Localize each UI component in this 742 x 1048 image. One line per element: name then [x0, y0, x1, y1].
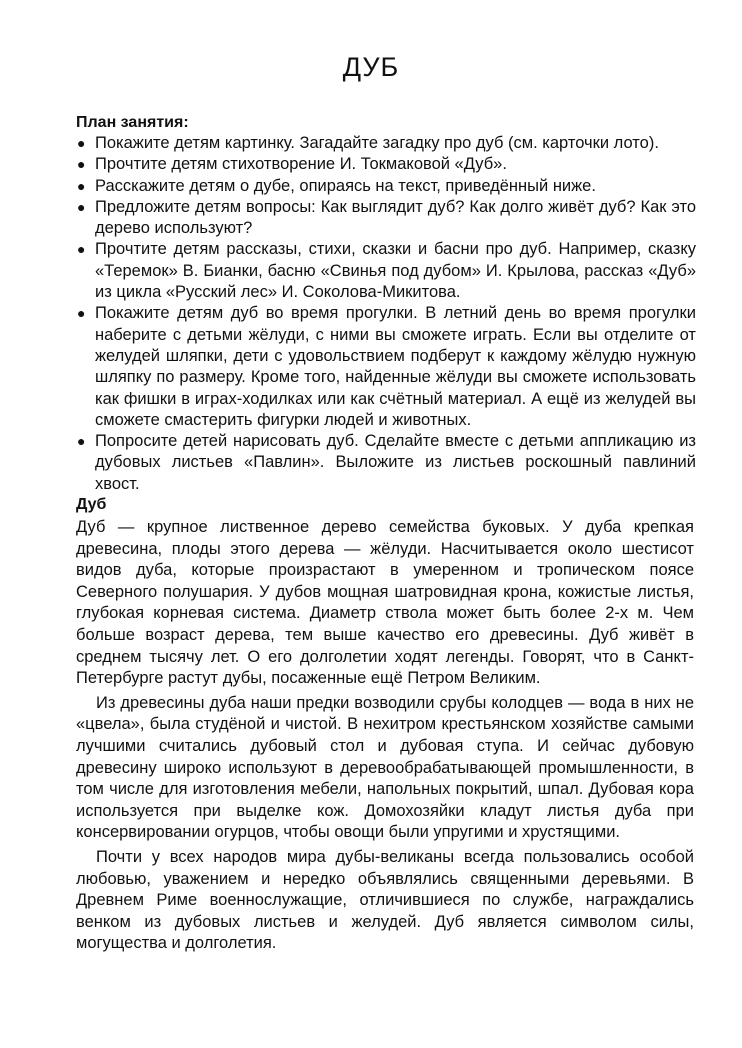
plan-item	[76, 154, 696, 175]
bullet-icon: ●	[77, 156, 86, 173]
plan-item-text: Предложите детям вопросы: Как выглядит дуб? Как долго живёт дуб? Как это дерево используют?	[95, 197, 696, 238]
plan-item	[76, 133, 696, 154]
plan-item-text: Попросите детей нарисовать дуб. Сделайте вместе с детьми аппликацию из дубовых листьев «Павлин». Выложите из листьев роскошный павлиний хвост.	[95, 432, 696, 493]
article-body	[76, 517, 694, 955]
plan-item	[76, 197, 696, 240]
plan-heading: План занятия:	[76, 114, 189, 131]
bullet-icon: ●	[77, 198, 86, 215]
bullet-icon: ●	[77, 433, 86, 450]
page-title: ДУБ	[342, 52, 400, 82]
plan-item-text: Прочтите детям стихотворение И. Токмаковой «Дуб».	[95, 155, 507, 174]
plan-item-text: Покажите детям дуб во время прогулки. В летний день во время прогулки наберите с детьми жёлуди, с ними вы сможете играть. Если вы отделите от желудей шляпки, дети с удовольствием подберут к каждому жёлудю нужную шляпку по размеру. Кроме того, найденные жёлуди вы сможете использовать как фишки в играх-ходилках или как счётный материал. А ещё из желудей вы сможете смастерить фигурки людей и животных.	[95, 304, 696, 429]
plan-item-text: Прочтите детям рассказы, стихи, сказки и басни про дуб. Например, сказку «Теремок» В. Бианки, басню «Свинья под дубом» И. Крылова, рассказ «Дуб» из цикла «Русский лес» И. Соколова-Микитова.	[95, 240, 696, 302]
bullet-icon: ●	[77, 241, 86, 258]
bullet-icon: ●	[77, 135, 86, 151]
bullet-icon: ●	[77, 305, 86, 322]
plan-item	[76, 239, 696, 303]
plan-list	[76, 133, 696, 495]
plan-item	[76, 431, 696, 495]
article-paragraph: Дуб — крупное лиственное дерево семейства буковых. У дуба крепкая древесина, плоды этого дерева — жёлуди. Насчитывается около шестисот видов дуба, которые произрастают в умеренном и тропическом поясе Северного полушария. У дубов мощная шатровидная крона, кожистые листья, глубокая корневая система. Диаметр ствола может быть более 2-х м. Чем больше возраст дерева, тем выше качество его древесины. Дуб живёт в среднем тысячу лет. О его долголетии ходят легенды. Говорят, что в Санкт-Петербурге растут дубы, посаженные ещё Петром Великим.	[76, 518, 694, 688]
plan-item-text: Покажите детям картинку. Загадайте загадку про дуб (см. карточки лото).	[95, 134, 659, 152]
plan-item	[76, 303, 696, 431]
plan-item	[76, 176, 696, 197]
article-paragraph: Почти у всех народов мира дубы-великаны всегда пользовались особой любовью, уважением и нередко объявлялись священными деревьями. В Древнем Риме военнослужащие, отличившиеся по службе, награждались венком из дубовых листьев и желудей. Дуб является символом силы, могущества и долголетия.	[76, 847, 694, 953]
plan-item-text: Расскажите детям о дубе, опираясь на текст, приведённый ниже.	[95, 176, 596, 195]
article-heading: Дуб	[76, 496, 107, 513]
bullet-icon: ●	[77, 177, 86, 194]
article-paragraph: Из древесины дуба наши предки возводили срубы колодцев — вода в них не «цвела», была студёной и чистой. В нехитром крестьянском хозяйстве самыми лучшими считались дубовый стол и дубовая ступа. И сейчас дубовую древесину широко используют в деревообрабатывающей промышленности, в том числе для изготовления мебели, напольных покрытий, шпал. Дубовая кора используется при выделке кож. Домохозяйки кладут листья дуба при консервировании огурцов, чтобы овощи были упругими и хрустящими.	[76, 693, 694, 842]
